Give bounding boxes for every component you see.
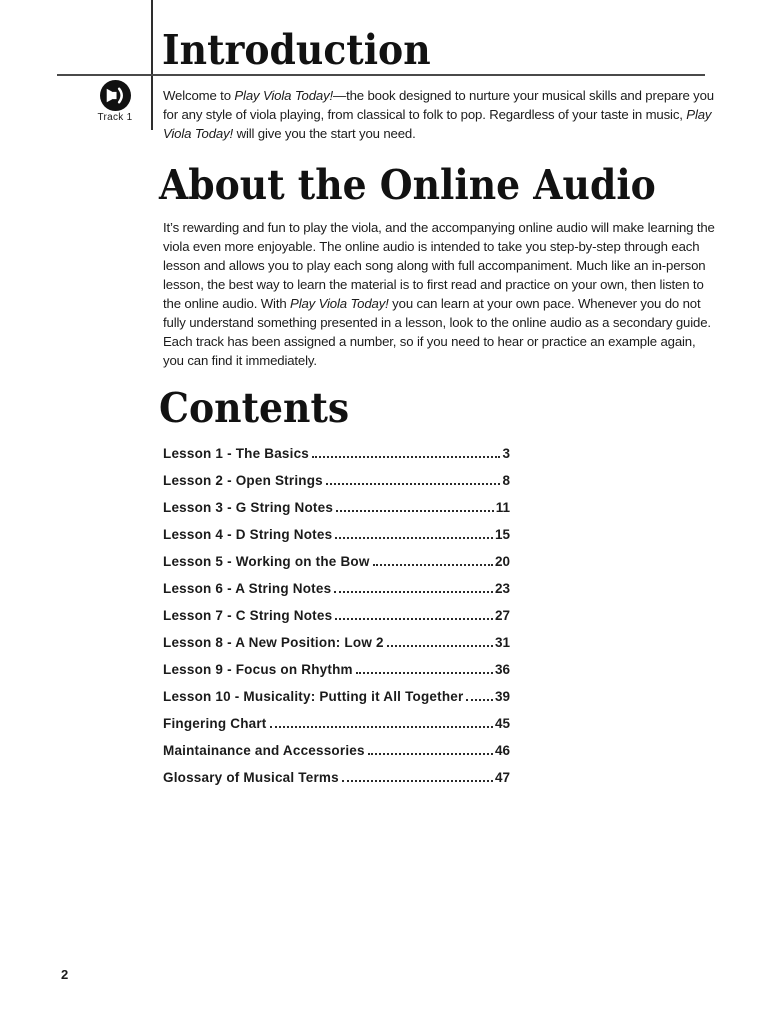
toc-entry-label: Lesson 5 - Working on the Bow	[163, 554, 370, 569]
toc-entry	[163, 569, 510, 596]
toc-leader-dots	[334, 591, 493, 593]
toc-entry-label: Lesson 7 - C String Notes	[163, 608, 333, 623]
toc-leader-dots	[387, 645, 493, 647]
toc-entry	[163, 758, 510, 785]
toc-entry-page: 8	[502, 473, 510, 488]
toc-entry	[163, 596, 510, 623]
paragraph-text: will give you the start you need.	[233, 126, 416, 141]
speaker-icon	[85, 80, 145, 111]
horizontal-rule	[57, 74, 705, 76]
toc-entry	[163, 704, 510, 731]
toc-entry-page: 31	[494, 635, 510, 650]
toc-entry-page: 39	[494, 689, 510, 704]
toc-entry	[163, 677, 510, 704]
about-online-audio-paragraph	[163, 218, 719, 370]
introduction-heading: Introduction	[162, 26, 431, 74]
toc-entry-label: Lesson 9 - Focus on Rhythm	[163, 662, 353, 677]
toc-entry-label: Lesson 10 - Musicality: Putting it All Together	[163, 689, 464, 704]
toc-leader-dots	[335, 618, 493, 620]
toc-leader-dots	[466, 699, 493, 701]
toc-entry-page: 46	[494, 743, 510, 758]
paragraph-text: you can learn at your own pace. Whenever you do not fully understand something presented in a lesson, look to the online audio as a secondary guide. Each track has been assigned a number, so if you need to hear or practice an example again, you can find it immediately.	[163, 296, 711, 368]
paragraph-text: —the book designed to nurture your musical skills and prepare you for any style of viola playing, from classical to folk to pop. Regardless of your taste in music,	[163, 88, 714, 122]
paragraph-text: It’s rewarding and fun to play the viola, and the accompanying online audio will make learning the viola even more enjoyable. The online audio is intended to take you step-by-step through each lesson and allows you to play each song along with full accompaniment. Much like an in-person lesson, the best way to learn the material is to first read and practice on your own, then listen to the online audio. With	[163, 220, 715, 311]
toc-leader-dots	[368, 753, 493, 755]
toc-entry-label: Glossary of Musical Terms	[163, 770, 339, 785]
toc-leader-dots	[342, 780, 493, 782]
track-number-label: Track 1	[97, 112, 133, 123]
introduction-paragraph	[163, 86, 719, 143]
page-number: 2	[61, 967, 69, 982]
book-title-italic: Play Viola Today!	[290, 296, 389, 311]
contents-heading: Contents	[159, 384, 350, 432]
toc-entry	[163, 515, 510, 542]
toc-entry	[163, 488, 510, 515]
book-title-italic: Play Viola Today!	[163, 107, 712, 141]
toc-entry-label: Lesson 6 - A String Notes	[163, 581, 332, 596]
toc-entry	[163, 731, 510, 758]
audio-track-badge	[85, 80, 145, 123]
toc-entry-label: Maintainance and Accessories	[163, 743, 365, 758]
toc-entry	[163, 461, 510, 488]
toc-entry	[163, 623, 510, 650]
toc-entry	[163, 434, 510, 461]
toc-entry-label: Fingering Chart	[163, 716, 267, 731]
book-title-italic: Play Viola Today!	[234, 88, 334, 103]
toc-entry-page: 20	[494, 554, 510, 569]
toc-entry-page: 23	[494, 581, 510, 596]
toc-entry-page: 15	[494, 527, 510, 542]
toc-entry-page: 45	[494, 716, 510, 731]
toc-entry	[163, 542, 510, 569]
toc-entry-page: 36	[494, 662, 510, 677]
toc-entry-label: Lesson 4 - D String Notes	[163, 527, 333, 542]
toc-entry	[163, 650, 510, 677]
toc-leader-dots	[336, 510, 494, 512]
toc-leader-dots	[335, 537, 493, 539]
toc-entry-label: Lesson 2 - Open Strings	[163, 473, 323, 488]
toc-entry-label: Lesson 8 - A New Position: Low 2	[163, 635, 384, 650]
toc-leader-dots	[312, 456, 500, 458]
toc-leader-dots	[326, 483, 501, 485]
toc-list	[163, 434, 510, 785]
toc-entry-page: 47	[494, 770, 510, 785]
toc-leader-dots	[270, 726, 493, 728]
toc-entry-page: 3	[502, 446, 510, 461]
toc-entry-page: 27	[494, 608, 510, 623]
about-online-audio-heading: About the Online Audio	[159, 161, 656, 209]
paragraph-text: Welcome to	[163, 88, 235, 103]
toc-leader-dots	[373, 564, 493, 566]
toc-entry-label: Lesson 3 - G String Notes	[163, 500, 334, 515]
toc-entry-page: 11	[495, 500, 510, 515]
vertical-rule	[151, 0, 153, 130]
toc-leader-dots	[356, 672, 493, 674]
toc-entry-label: Lesson 1 - The Basics	[163, 446, 310, 461]
